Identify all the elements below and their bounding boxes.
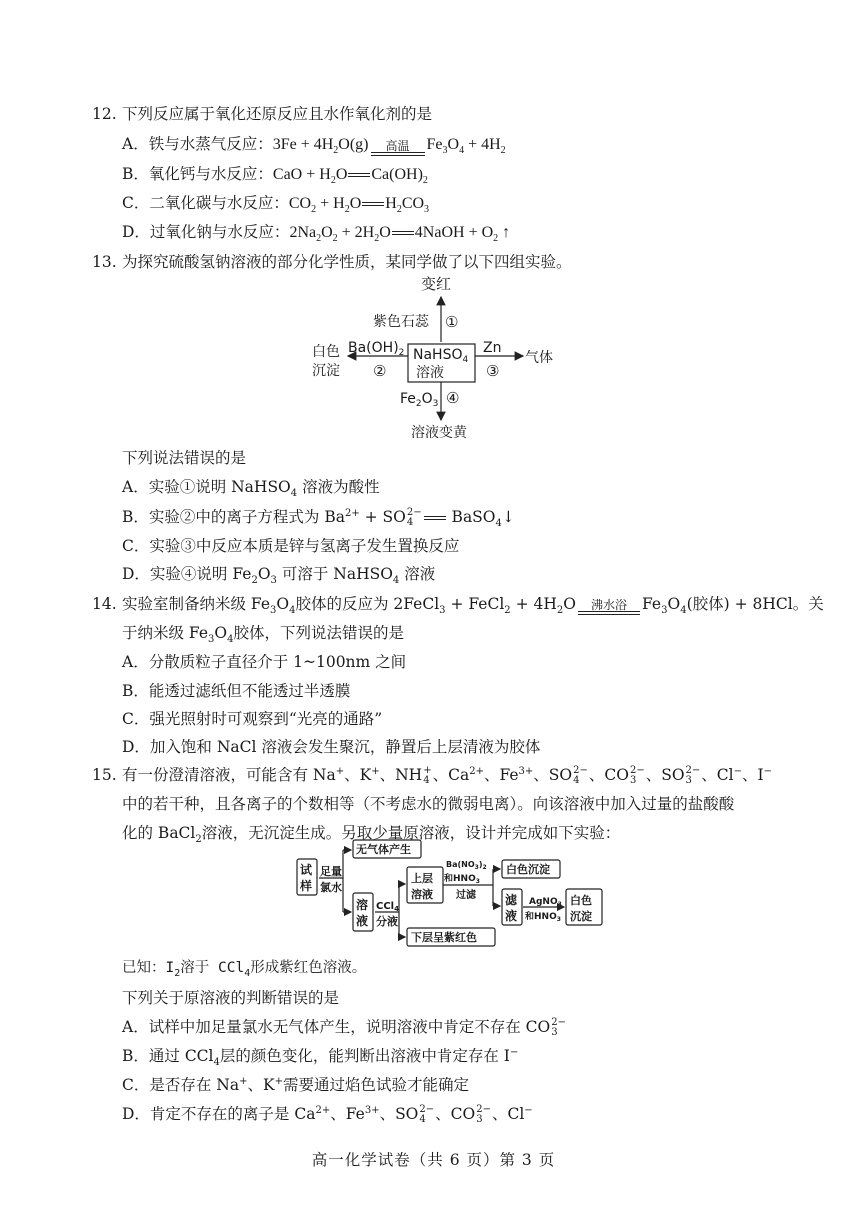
svg-text:试: 试 <box>300 863 313 877</box>
result-white: 白色 <box>312 344 340 360</box>
page-footer: 高一化学试卷（共 6 页）第 3 页 <box>311 1151 556 1169</box>
result-yellow: 溶液变黄 <box>411 425 467 441</box>
q14-stem-line2: 于纳米级 $Fe_3O_4$胶体，下列说法错误的是 <box>122 624 404 646</box>
q12-option-c: C．二氧化碳与水反应：$CO_2 + H_2O$ $H_2CO_3$ <box>122 194 430 216</box>
nahso4-label: NaHSO$_4$ <box>413 347 469 365</box>
reagent-litmus: 紫色石蕊 <box>373 314 429 330</box>
q15-known: 已知：$I_2$溶于 CCl$_4$形成紫红色溶液。 <box>122 960 367 979</box>
svg-text:液: 液 <box>505 909 518 923</box>
exp-1-label: ① <box>445 313 459 331</box>
q12-stem: 下列反应属于氧化还原反应且水作氧化剂的是 <box>122 105 433 123</box>
reagent-fe2o3: $Fe_2O_3$ <box>400 391 439 409</box>
q13-number: 13. <box>92 253 117 271</box>
svg-text:下层呈紫红色: 下层呈紫红色 <box>411 931 477 944</box>
solution-label: 溶液 <box>416 365 444 381</box>
result-precipitate: 沉淀 <box>312 363 340 379</box>
q14-option-a: A．分散质粒子直径介于 1~100nm 之间 <box>122 653 407 671</box>
q12-option-a: A．铁与水蒸气反应：$3Fe + 4H_2O(g)$ 高温 $Fe_3O_4 + 4H_2$ <box>122 135 506 157</box>
q13-option-a: A．实验①说明 NaHSO$_4$ 溶液为酸性 <box>122 478 380 500</box>
q14-option-d: D．加入饱和 NaCl 溶液会发生聚沉，静置后上层清液为胶体 <box>122 738 541 756</box>
q15-option-a: A．试样中加足量氯水无气体产生，说明溶液中肯定不存在 CO 2− 3 <box>122 1017 566 1038</box>
svg-text:溶液: 溶液 <box>411 888 433 901</box>
svg-text:足量: 足量 <box>320 865 342 878</box>
exp-4-label: ④ <box>446 389 460 407</box>
q15-flowchart <box>293 838 643 950</box>
svg-text:AgNO3: AgNO$_3$ <box>529 897 562 908</box>
svg-text:氯水: 氯水 <box>320 881 342 894</box>
q15-number: 15. <box>92 766 117 784</box>
svg-text:滤: 滤 <box>505 893 518 907</box>
svg-text:白色: 白色 <box>570 894 592 907</box>
q12-option-b: B．氧化钙与水反应：CaO + $H_2O$ $Ca(OH)_2$ <box>122 165 428 187</box>
svg-text:液: 液 <box>356 914 369 928</box>
q15-stem-line1: 有一份澄清溶液，可能含有 Na+、K+、NH + 4 、$Ca^{2+}$、$Fe^{3+}$、SO 2− 4 、CO 2− 3 、SO 2− 3 、Cl−、I− <box>122 765 773 786</box>
svg-text:Ba(NO3)2: $Ba(NO_3)_2$ <box>446 860 487 871</box>
q12-option-d: D．过氧化钠与水反应：$2Na_2O_2 + 2H_2O$ 4NaOH + $O_2$ ↑ <box>122 223 511 245</box>
q15-stem-line2: 中的若干种，且各离子的个数相等（不考虑水的微弱电离）。向该溶液中加入过量的盐酸酸 <box>122 795 735 813</box>
reagent-zn: Zn <box>483 340 502 356</box>
svg-text:和HNO3: 和$HNO_3$ <box>444 874 480 885</box>
svg-text:上层: 上层 <box>411 872 433 885</box>
q13-prompt: 下列说法错误的是 <box>122 449 247 467</box>
q15-option-d: D．肯定不存在的离子是 $Ca^{2+}$、$Fe^{3+}$、SO 2− 4 、CO 2− 3 、Cl− <box>122 1104 533 1125</box>
reagent-baoh2: $Ba(OH)_2$ <box>348 340 405 358</box>
svg-text:沉淀: 沉淀 <box>570 910 592 923</box>
q13-option-c: C．实验③中反应本质是锌与氢离子发生置换反应 <box>122 537 460 555</box>
exp-3-label: ③ <box>486 362 500 380</box>
svg-text:无气体产生: 无气体产生 <box>356 843 411 856</box>
q13-stem: 为探究硫酸氢钠溶液的部分化学性质，某同学做了以下四组实验。 <box>122 253 572 271</box>
q14-option-c: C．强光照射时可观察到“光亮的通路” <box>122 710 383 728</box>
result-red: 变红 <box>421 275 452 293</box>
svg-text:过滤: 过滤 <box>456 890 476 901</box>
q15-option-c: C．是否存在 Na+、K+需要通过焰色试验才能确定 <box>122 1075 469 1094</box>
q14-number: 14. <box>92 595 117 613</box>
svg-text:白色沉淀: 白色沉淀 <box>506 863 550 876</box>
svg-text:CCl4: CCl$_4$ <box>376 901 399 913</box>
svg-text:溶: 溶 <box>356 898 369 912</box>
q12-number: 12. <box>92 105 117 123</box>
svg-text:样: 样 <box>300 879 313 893</box>
exp-2-label: ② <box>373 362 387 380</box>
q14-stem-line1: 实验室制备纳米级 $Fe_3O_4$胶体的反应为 2FeCl$_3$ + FeCl$_2$ + $4H_2O$ 沸水浴 $Fe_3O_4$(胶体) + 8HCl。关 <box>122 595 824 617</box>
result-gas: 气体 <box>525 350 553 366</box>
svg-text:和HNO3: 和$HNO_3$ <box>525 912 561 923</box>
q13-diagram <box>300 270 580 445</box>
q14-option-b: B．能透过滤纸但不能透过半透膜 <box>122 682 351 700</box>
svg-text:分液: 分液 <box>376 915 398 928</box>
q13-option-d: D．实验④说明 $Fe_2O_3$ 可溶于 NaHSO$_4$ 溶液 <box>122 565 436 587</box>
q15-option-b: B．通过 CCl$_4$层的颜色变化，能判断出溶液中肯定存在 I− <box>122 1046 519 1069</box>
q13-option-b: B．实验②中的离子方程式为 $Ba^{2+}$ + SO 2− 4 BaSO$_4$↓ <box>122 507 515 530</box>
q15-prompt: 下列关于原溶液的判断错误的是 <box>122 989 340 1007</box>
q15-stem-line3: 化的 BaCl$_2$溶液，无沉淀生成。另取少量原溶液，设计并完成如下实验： <box>122 824 621 846</box>
